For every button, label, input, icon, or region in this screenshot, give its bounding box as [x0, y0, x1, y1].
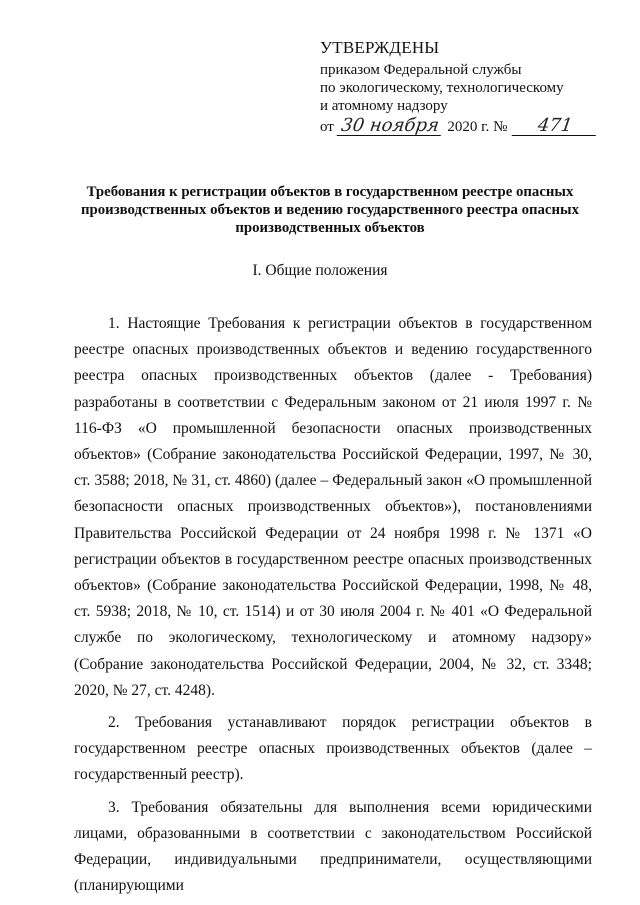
order-prefix: от [320, 119, 334, 135]
approval-line: по экологическому, технологическому [320, 80, 564, 96]
handwritten-order-number: 471 [512, 117, 599, 136]
order-reference [320, 117, 610, 139]
approval-heading: УТВЕРЖДЕНЫ [320, 38, 440, 57]
document-body [74, 311, 592, 905]
paragraph: 2. Требования устанавливают порядок регистрации объектов в государственном реестре опасных производственных объектов (далее – государственный реестр). [74, 714, 592, 784]
handwritten-order-date: 30 ноября [336, 117, 443, 136]
document-title: Требования к регистрации объектов в государственном реестре опасных производственных объектов и ведению государственного реестра опасных производственных объектов [81, 184, 579, 236]
order-year: 2020 г. № [447, 119, 508, 135]
paragraph: 1. Настоящие Требования к регистрации объектов в государственном реестре опасных производственных объектов и ведению государственного реестра опасных производственных объектов (далее - Требования) разработаны в соответствии с Федеральным законом от 21 июля 1997 г. № 116-ФЗ «О промышленной безопасности опасных производственных объектов» (Собрание законодательства Российской Федерации, 1997, № 30, ст. 3588; 2018, № 31, ст. 4860) (далее – Федеральный закон «О промышленной безопасности опасных производственных объектов»), постановлениями Правительства Российской Федерации от 24 ноября 1998 г. № 1371 «О регистрации объектов в государственном реестре опасных производственных объектов» (Собрание законодательства Российской Федерации, 1998, № 48, ст. 5938; 2018, № 10, ст. 1514) и от 30 июля 2004 г. № 401 «О Федеральной службе по экологическому, технологическому и атомному надзору» (Собрание законодательства Российской Федерации, 2004, № 32, ст. 3348; 2020, № 27, ст. 4248). [74, 315, 592, 699]
approval-line: и атомному надзору [320, 98, 448, 114]
approval-block [320, 38, 610, 139]
paragraph: 3. Требования обязательны для выполнения всеми юридическими лицами, образованными в соответствии с законодательством Российской Федерации, индивидуальными предприниматели, осуществляющими (планирующими [74, 798, 592, 895]
approval-line: приказом Федеральной службы [320, 62, 522, 78]
section-heading: I. Общие положения [252, 262, 388, 279]
